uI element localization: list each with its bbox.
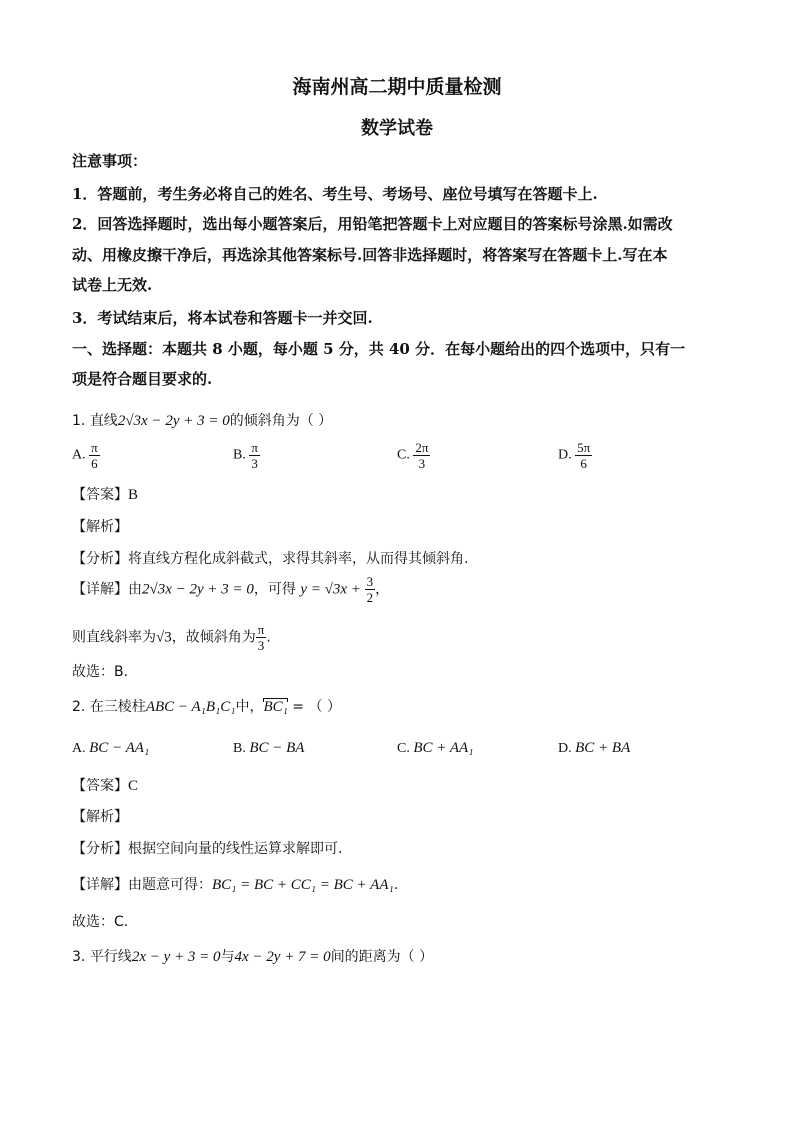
question-3: 3. 平行线2x − y + 3 = 0与4x − 2y + 7 = 0间的距离为（ ）	[72, 949, 434, 965]
q2-prism: ABC − A₁B₁C₁	[145, 699, 236, 715]
q1-slope-fraction: $\frac{\pi}{3}$	[257, 622, 265, 653]
question-2: 2. 在三棱柱ABC − A₁B₁C₁中，BC₁ = （ ）	[72, 699, 341, 715]
q1-fenxi: 【分析】将直线方程化成斜截式，求得其斜率，从而得其倾斜角.	[72, 551, 469, 567]
q2-option-a: A. BC − AA₁	[72, 740, 150, 756]
page-title: 海南州高二期中质量检测	[292, 76, 502, 98]
q2-choose: 故选：C.	[72, 914, 129, 930]
notice-item-3: 3．考试结束后，将本试卷和答题卡一并交回.	[72, 309, 373, 327]
q1-option-d: D. $\frac{5\pi}{6}$	[558, 440, 591, 471]
q1-slope-intercept: y = √3x +	[300, 581, 365, 598]
q2-answer: 【答案】C	[72, 778, 139, 794]
q1-option-a: A. $\frac{\pi}{6}$	[72, 440, 98, 471]
q1-number: 1.	[72, 413, 86, 429]
q1-choose: 故选：B.	[72, 664, 129, 680]
q1-option-c: C. $\frac{2\pi}{3}$	[397, 440, 429, 471]
q2-option-b: B. BC − BA	[233, 740, 305, 756]
q1-analysis-tag: 【解析】	[72, 519, 128, 535]
section-heading: 一、选择题：本题共 8 小题，每小题 5 分，共 40 分．在每小题给出的四个选项中，只有一	[72, 340, 686, 358]
q2-fenxi: 【分析】根据空间向量的线性运算求解即可.	[72, 841, 343, 857]
q1-detail: 【详解】由2√3x − 2y + 3 = 0，可得 y = √3x + $\frac{3}{2}$ ，	[72, 574, 390, 605]
q1-suffix: 的倾斜角为（ ）	[229, 413, 333, 429]
q2-analysis-tag: 【解析】	[72, 809, 128, 825]
q2-option-d: D. BC + BA	[558, 740, 631, 756]
q1-detail-fraction: $\frac{3}{2}$	[366, 574, 374, 605]
q1-option-b-fraction: $\frac{\pi}{3}$	[251, 440, 258, 471]
q2-detail-equation: BC₁ = BC + CC₁ = BC + AA₁	[212, 877, 394, 893]
q1-answer: 【答案】B	[72, 487, 139, 503]
notice-item-1: 1．答题前，考生务必将自己的姓名、考生号、考场号、座位号填写在答题卡上.	[72, 185, 598, 203]
q1-option-c-fraction: $\frac{2\pi}{3}$	[415, 440, 429, 471]
section-heading-cont: 项是符合题目要求的.	[72, 370, 213, 388]
q1-option-a-fraction: $\frac{\pi}{6}$	[91, 440, 98, 471]
notice-item-2-end: 试卷上无效.	[72, 276, 153, 294]
q2-detail: 【详解】由题意可得：BC₁ = BC + CC₁ = BC + AA₁.	[72, 877, 399, 893]
notice-heading: 注意事项：	[72, 152, 148, 170]
page-subtitle: 数学试卷	[361, 118, 433, 139]
q1-equation: 2√3x − 2y + 3 = 0	[117, 413, 230, 429]
question-1	[72, 410, 332, 430]
notice-item-2-cont: 动、用橡皮擦干净后，再选涂其他答案标号.回答非选择题时，将答案写在答题卡上.写在本	[72, 246, 668, 264]
q2-option-c: C. BC + AA₁	[397, 740, 474, 756]
q1-prefix: 直线	[89, 413, 118, 429]
q2-vector: BC₁	[263, 699, 288, 715]
notice-item-2: 2．回答选择题时，选出每小题答案后，用铅笔把答题卡上对应题目的答案标号涂黑.如需改	[72, 215, 673, 233]
q1-option-d-fraction: $\frac{5\pi}{6}$	[577, 440, 591, 471]
q1-slope: 则直线斜率为√3，故倾斜角为 $\frac{\pi}{3}$ .	[72, 622, 271, 653]
q1-option-b: B. $\frac{\pi}{3}$	[233, 440, 258, 471]
